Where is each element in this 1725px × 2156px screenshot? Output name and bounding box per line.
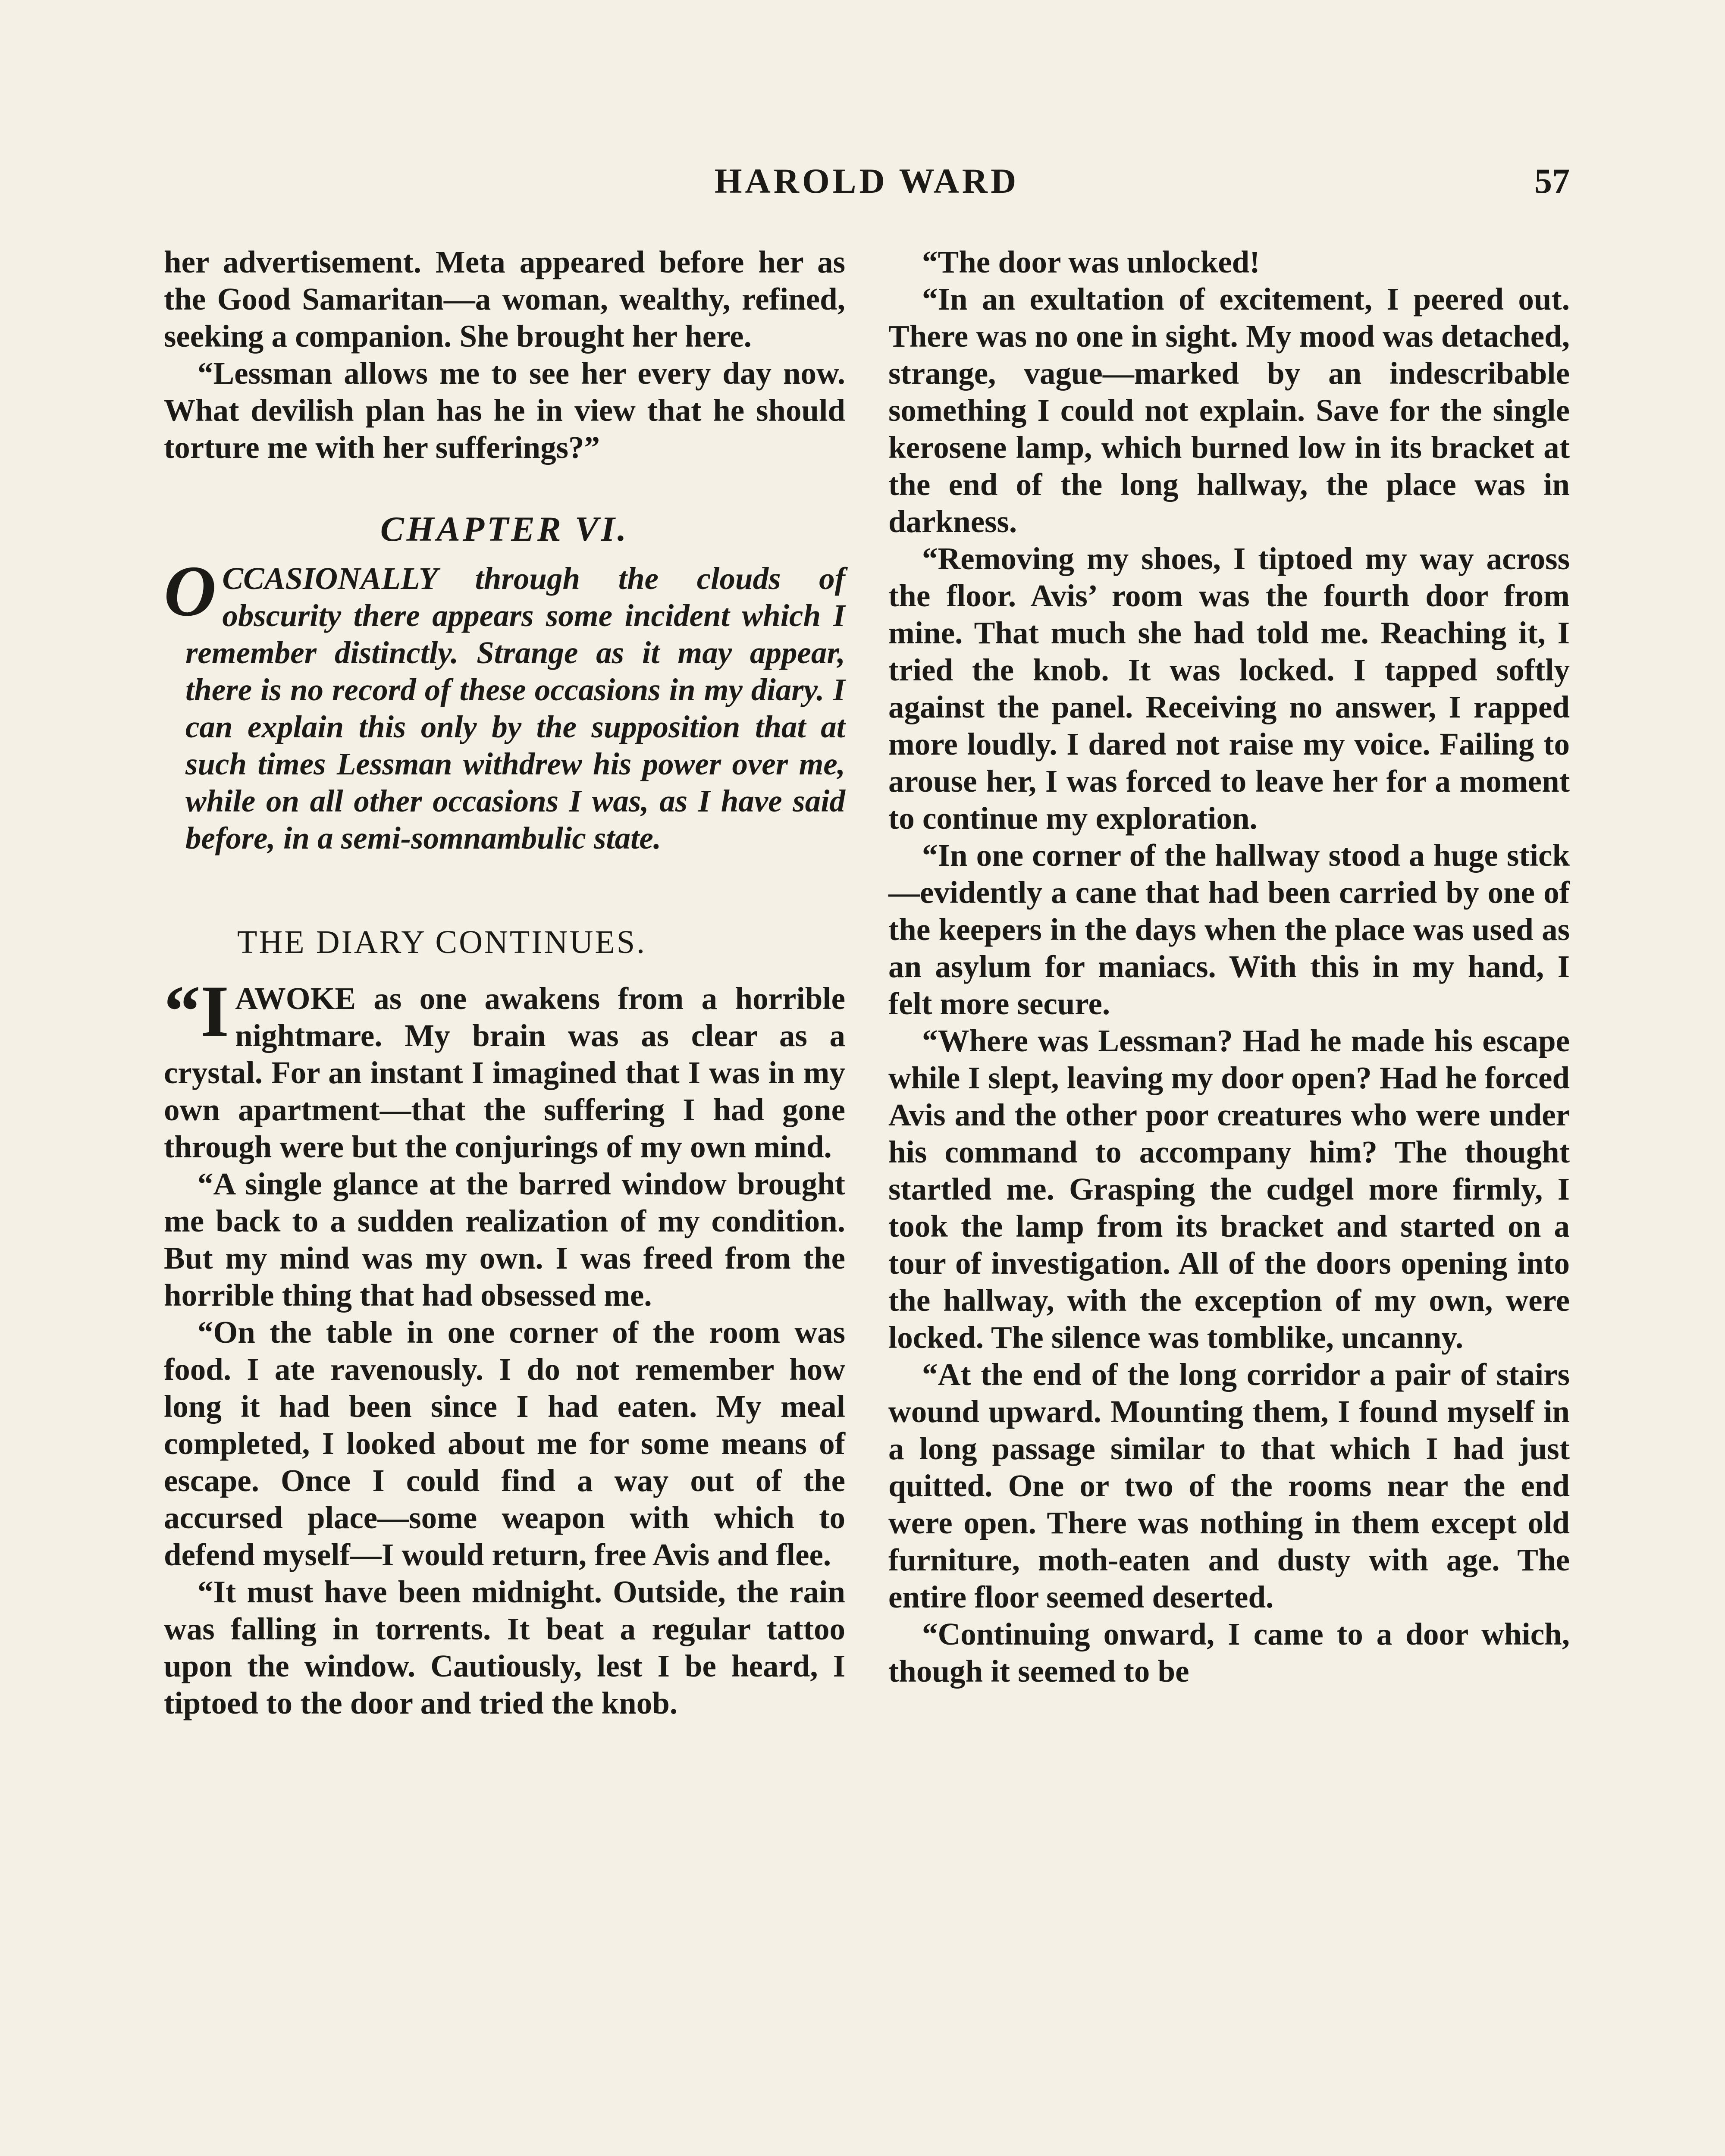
paragraph: “A single glance at the barred window brought me back to a sudden realization of my condition. But my mind was my own. I was freed from the horrible thing that had obsessed me. [164,1166,845,1313]
drop-cap: “I [164,971,229,1052]
right-column [888,244,1570,1690]
page-number: 57 [1534,161,1570,201]
paragraph: “On the table in one corner of the room was food. I ate ravenously. I do not remember how long it had been since I had eaten. My meal completed, I looked about me for some means of escape. Once I could find a way out of the accursed place—some weapon with which to defend myself—I would return, free Avis and flee. [164,1315,845,1572]
paragraph: “Continuing onward, I came to a door which, though it seemed to be [888,1617,1570,1689]
paragraph: “Where was Lessman? Had he made his escape while I slept, leaving my door open? Had he forced Avis and the other poor creatures who were under his command to accompany him? The thought startled me. Grasping the cudgel more firmly, I took the lamp from its bracket and started on a tour of investigation. All of the doors opening into the hallway, with the exception of my own, were locked. The silence was tomblike, uncanny. [888,1023,1570,1355]
section-heading: THE DIARY CONTINUES. [237,924,647,960]
paragraph: “In an exultation of excitement, I peered out. There was no one in sight. My mood was detached, strange, vague—marked by an indescribable something I could not explain. Save for the single kerosene lamp, which burned low in its bracket at the end of the long hallway, the place was in darkness. [888,282,1570,539]
paragraph: “In one corner of the hallway stood a huge stick—evidently a cane that had been carried by one of the keepers in the days when the place was used as an asylum for maniacs. With this in my hand, I felt more secure. [888,838,1570,1021]
paragraph: “Lessman allows me to see her every day now. What devilish plan has he in view that he should torture me with her sufferings?” [164,356,845,465]
paragraph: “At the end of the long corridor a pair of stairs wound upward. Mounting them, I found myself in a long passage similar to that which I had just quitted. One or two of the rooms near the end were open. There was nothing in them except old furniture, moth-eaten and dusty with age. The entire floor seemed deserted. [888,1357,1570,1614]
left-column [164,244,845,1722]
drop-cap-paragraph [164,971,845,1166]
intro-initial: O [164,551,216,631]
running-head [164,155,1570,207]
paragraph: “The door was unlocked! [922,244,1260,279]
chapter-intro-text: CCASIONALLY through the clouds of obscurity there appears some incident which I remember distinctly. Strange as it may appear, there is no record of these occasions in my diary. I can explain this only by the supposition that at such times Lessman withdrew his power over me, while on all other occasions I was, as I have said before, in a semi-somnambulic state. [185,561,845,856]
chapter-intro [164,551,845,857]
paragraph: her advertisement. Meta appeared before her as the Good Samaritan—a woman, wealthy, refined, seeking a companion. She brought her here. [164,244,845,354]
running-title: HAROLD WARD [714,161,1019,201]
paragraph: “It must have been midnight. Outside, the rain was falling in torrents. It beat a regular tattoo upon the window. Cautiously, lest I be heard, I tiptoed to the door and tried the knob. [164,1574,845,1720]
paragraph-text: AWOKE as one awakens from a horrible nightmare. My brain was as clear as a crystal. For an instant I imagined that I was in my own apartment—that the suffering I had gone through were but the conjurings of my own mind. [164,981,845,1164]
chapter-heading: CHAPTER VI. [380,509,629,548]
paragraph: “Removing my shoes, I tiptoed my way across the floor. Avis’ room was the fourth door from mine. That much she had told me. Reaching it, I tried the knob. It was locked. I tapped softly against the panel. Receiving no answer, I rapped more loudly. I dared not raise my voice. Failing to arouse her, I was forced to leave her for a moment to continue my exploration. [888,541,1570,836]
